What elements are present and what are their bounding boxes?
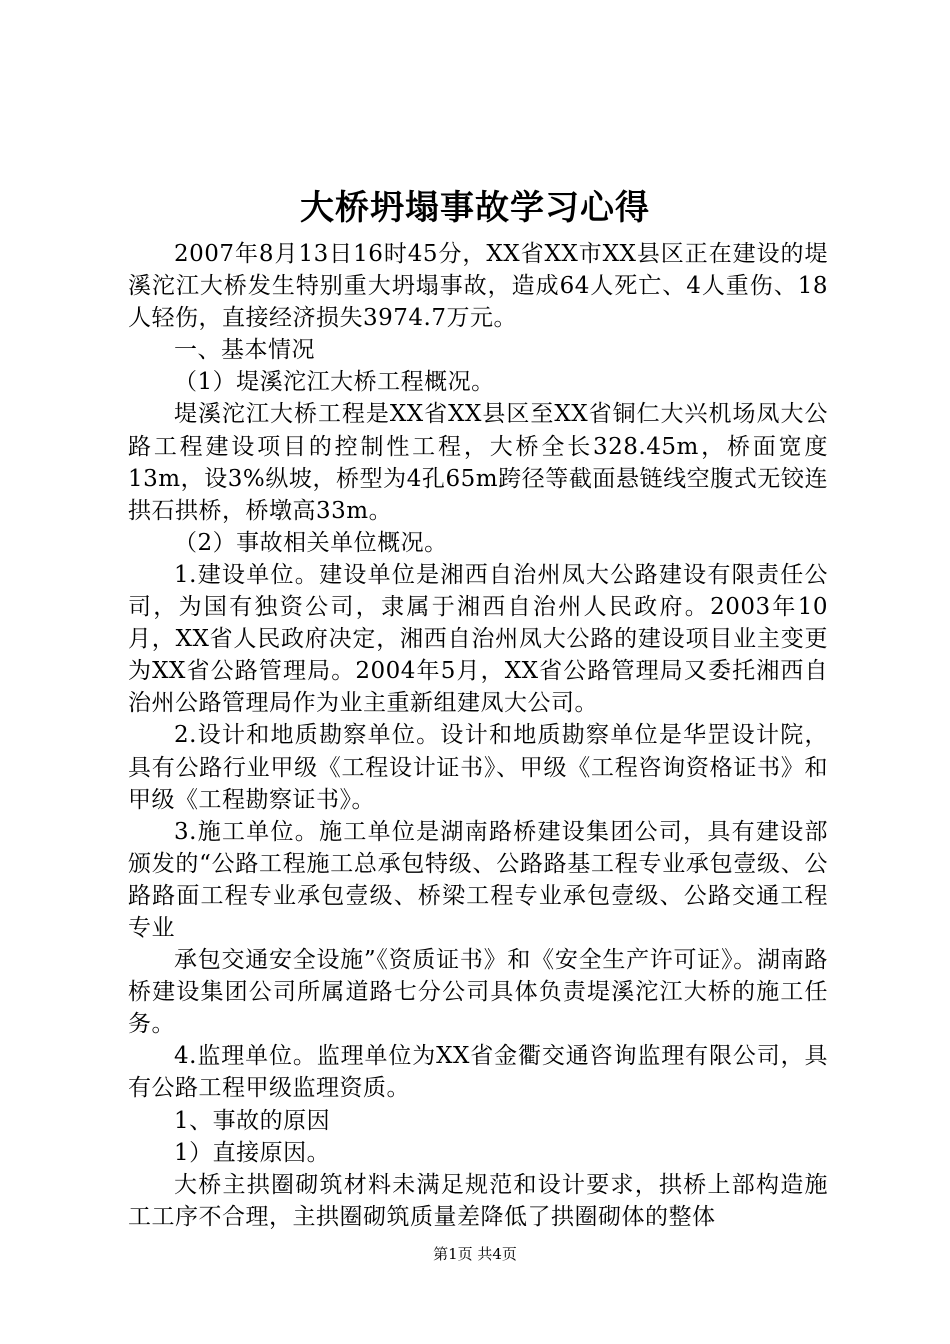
paragraph-supervision-unit: 4.监理单位。监理单位为XX省金衢交通咨询监理有限公司，具有公路工程甲级监理资质。 bbox=[128, 1043, 828, 1102]
paragraph-design-unit: 2.设计和地质勘察单位。设计和地质勘察单位是华罡设计院，具有公路行业甲级《工程设计证书》、甲级《工程咨询资格证书》和甲级《工程勘察证书》。 bbox=[128, 722, 828, 813]
section-heading-causes: 1、事故的原因 bbox=[174, 1107, 331, 1134]
subheading-direct-cause: 1）直接原因。 bbox=[174, 1139, 331, 1166]
subheading-project-overview: （1）堤溪沱江大桥工程概况。 bbox=[174, 369, 495, 396]
section-heading-basic-info: 一、基本情况 bbox=[174, 337, 315, 364]
page-number-footer: 第1页 共4页 bbox=[433, 1245, 517, 1263]
paragraph-accident-summary: 2007年8月13日16时45分，XX省XX市XX县区正在建设的堤溪沱江大桥发生特别重大坍塌事故，造成64人死亡、4人重伤、18人轻伤，直接经济损失3974.7万元。 bbox=[128, 241, 828, 332]
document-title: 大桥坍塌事故学习心得 bbox=[300, 188, 650, 228]
paragraph-construction-unit-cont: 承包交通安全设施”《资质证书》和《安全生产许可证》。湖南路桥建设集团公司所属道路七分公司具体负责堤溪沱江大桥的施工任务。 bbox=[128, 947, 828, 1038]
document-body bbox=[128, 238, 828, 1233]
paragraph-project-overview: 堤溪沱江大桥工程是XX省XX县区至XX省铜仁大兴机场凤大公路工程建设项目的控制性工程，大桥全长328.45m，桥面宽度13m，设3%纵坡，桥型为4孔65m跨径等截面悬链线空腹式无铰连拱石拱桥，桥墩高33m。 bbox=[128, 401, 828, 524]
subheading-related-units: （2）事故相关单位概况。 bbox=[174, 529, 448, 556]
paragraph-direct-cause: 大桥主拱圈砌筑材料未满足规范和设计要求，拱桥上部构造施工工序不合理，主拱圈砌筑质量差降低了拱圈砌体的整体 bbox=[128, 1171, 828, 1230]
paragraph-construction-unit: 3.施工单位。施工单位是湖南路桥建设集团公司，具有建设部颁发的“公路工程施工总承包特级、公路路基工程专业承包壹级、公路路面工程专业承包壹级、桥梁工程专业承包壹级、公路交通工程专业 bbox=[128, 818, 828, 941]
paragraph-construction-owner: 1.建设单位。建设单位是湘西自治州凤大公路建设有限责任公司，为国有独资公司，隶属于湘西自治州人民政府。2003年10月，XX省人民政府决定，湘西自治州凤大公路的建设项目业主变更为XX省公路管理局。2004年5月，XX省公路管理局又委托湘西自治州公路管理局作为业主重新组建凤大公司。 bbox=[128, 561, 828, 717]
